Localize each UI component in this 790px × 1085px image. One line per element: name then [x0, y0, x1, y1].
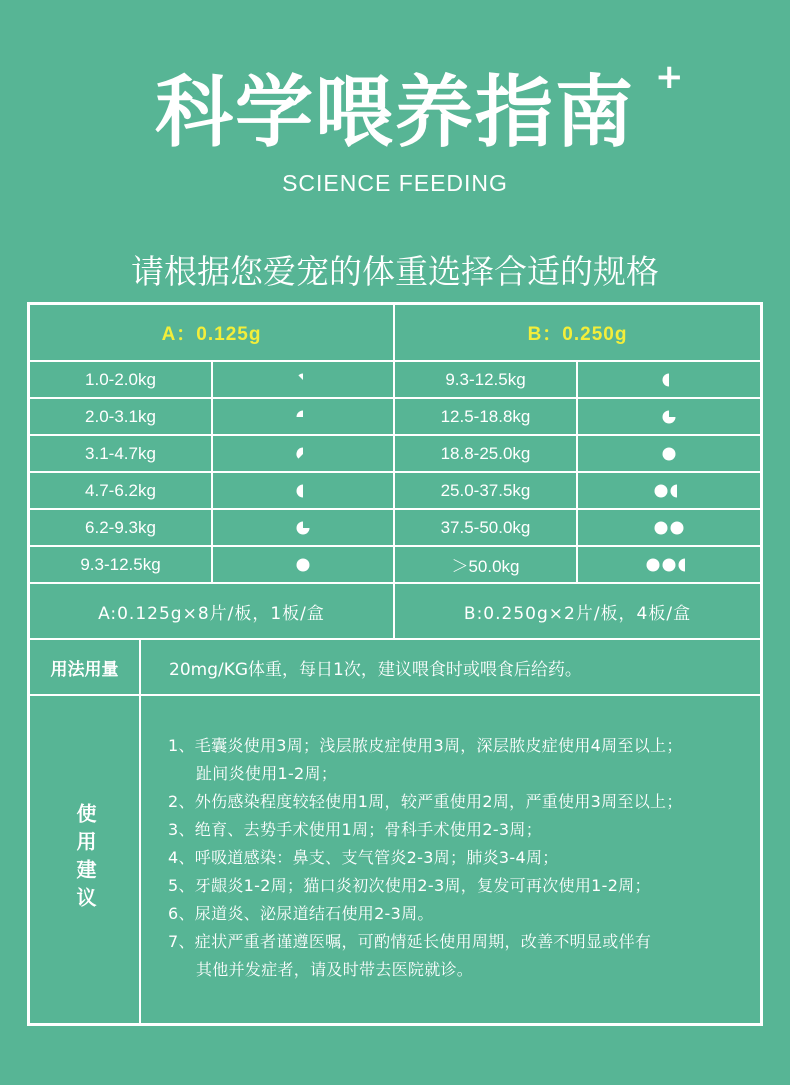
- dose-cell-a: [213, 547, 393, 582]
- tablet-dose-icon: [654, 484, 684, 498]
- dose-cell-a: [213, 399, 393, 434]
- list-item: 2、外伤感染程度较轻使用1周，较严重使用2周，严重使用3周至以上；: [168, 792, 683, 811]
- tablet-part-icon: [670, 484, 684, 498]
- advice-list: [168, 732, 758, 984]
- weight-cell-b: 25.0-37.5kg: [440, 480, 531, 500]
- tablet-part-icon: [296, 373, 310, 387]
- dose-cell-b: [578, 473, 760, 508]
- dose-cell-a: [213, 436, 393, 471]
- list-item: 1、毛囊炎使用3周；浅层脓皮症使用3周，深层脓皮症使用4周至以上； 趾间炎使用1-2周；: [168, 736, 683, 783]
- column-header-b: B：0.250g: [527, 324, 628, 345]
- weight-cell-b: 9.3-12.5kg: [445, 369, 526, 389]
- list-item: 4、呼吸道感染：鼻支、支气管炎2-3周；肺炎3-4周；: [168, 848, 559, 867]
- tablet-part-icon: [662, 373, 676, 387]
- dose-cell-b: [578, 510, 760, 545]
- tablet-dose-icon: [662, 447, 676, 461]
- weight-cell-b: 37.5-50.0kg: [440, 517, 531, 537]
- tablet-part-icon: [662, 410, 676, 424]
- tablet-dose-icon: [296, 447, 310, 461]
- page-subtitle: SCIENCE FEEDING: [282, 170, 508, 196]
- weight-cell-a: 9.3-12.5kg: [80, 554, 161, 574]
- weight-cell-a: 6.2-9.3kg: [85, 517, 156, 537]
- tablet-full-icon: [662, 447, 676, 461]
- tablet-dose-icon: [296, 558, 310, 572]
- dose-cell-a: [213, 473, 393, 508]
- tablet-part-icon: [296, 484, 310, 498]
- tablet-dose-icon: [296, 410, 310, 424]
- usage-label: 用法用量: [50, 659, 119, 680]
- advice-label-cell: [30, 694, 140, 1023]
- tablet-dose-icon: [296, 373, 310, 387]
- list-item: 7、症状严重者谨遵医嘱，可酌情延长使用周期，改善不明显或伴有 其他并发症者，请及时带去医院就诊。: [168, 932, 652, 979]
- plus-icon: +: [655, 57, 684, 97]
- pack-spec-b: B:0.250g×2片/板，4板/盒: [463, 603, 692, 624]
- tablet-dose-icon: [662, 373, 676, 387]
- pack-spec-a: A:0.125g×8片/板，1板/盒: [98, 603, 325, 624]
- tablet-part-icon: [296, 410, 310, 424]
- tablet-dose-icon: [646, 558, 692, 572]
- list-item: 5、牙龈炎1-2周；猫口炎初次使用2-3周，复发可再次使用1-2周；: [168, 876, 651, 895]
- tablet-part-icon: [296, 447, 310, 461]
- page-title: 科学喂养指南: [154, 68, 635, 158]
- list-item: 6、尿道炎、泌尿道结石使用2-3周。: [168, 904, 434, 923]
- weight-cell-a: 3.1-4.7kg: [85, 443, 156, 463]
- dose-cell-a: [213, 510, 393, 545]
- dose-cell-a: [213, 362, 393, 397]
- instruction-heading: 请根据您爱宠的体重选择合适的规格: [131, 252, 659, 291]
- weight-cell-a: 4.7-6.2kg: [85, 480, 156, 500]
- tablet-full-icon: [646, 558, 660, 572]
- dose-cell-b: [578, 362, 760, 397]
- weight-cell-b: 12.5-18.8kg: [440, 406, 531, 426]
- tablet-part-icon: [678, 558, 692, 572]
- tablet-full-icon: [654, 484, 668, 498]
- dose-cell-b: [578, 547, 760, 582]
- tablet-dose-icon: [296, 484, 310, 498]
- tablet-full-icon: [670, 521, 684, 535]
- list-item: 3、绝育、去势手术使用1周；骨科手术使用2-3周；: [168, 820, 542, 839]
- column-header-a: A：0.125g: [161, 324, 262, 345]
- weight-cell-a: 2.0-3.1kg: [85, 406, 156, 426]
- dose-cell-b: [578, 399, 760, 434]
- tablet-full-icon: [654, 521, 668, 535]
- tablet-dose-icon: [296, 521, 310, 535]
- tablet-part-icon: [296, 521, 310, 535]
- dose-cell-b: [578, 436, 760, 471]
- weight-cell-b: ＞50.0kg: [451, 557, 520, 576]
- tablet-full-icon: [296, 558, 310, 572]
- tablet-full-icon: [662, 558, 676, 572]
- weight-cell-a: 1.0-2.0kg: [85, 369, 156, 389]
- tablet-dose-icon: [654, 521, 684, 535]
- weight-cell-b: 18.8-25.0kg: [440, 443, 531, 463]
- advice-label: 使用建议: [73, 802, 97, 915]
- tablet-dose-icon: [662, 410, 676, 424]
- usage-text: 20mg/KG体重，每日1次，建议喂食时或喂食后给药。: [169, 659, 582, 680]
